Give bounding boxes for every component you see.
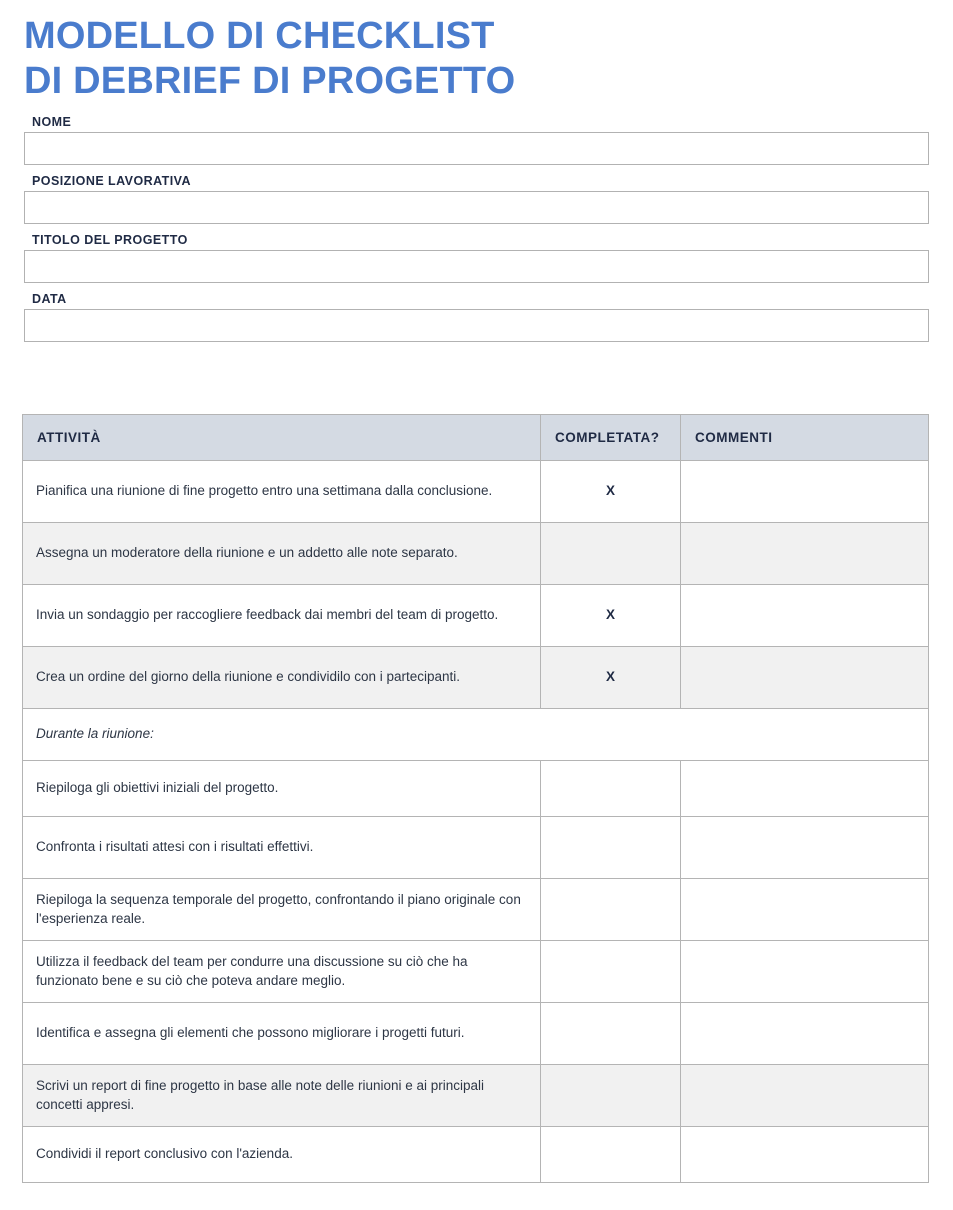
- form-field-input[interactable]: [24, 250, 929, 283]
- completed-cell[interactable]: [541, 941, 681, 1003]
- checklist-table-container: [22, 414, 928, 1183]
- task-cell: Scrivi un report di fine progetto in base alle note delle riunioni e ai principali concetti appresi.: [23, 1065, 541, 1127]
- form-fields: [24, 115, 929, 351]
- completed-cell[interactable]: [541, 1127, 681, 1183]
- checklist-table: [22, 414, 929, 1183]
- table-header-row: [23, 415, 929, 461]
- comment-cell[interactable]: [681, 461, 929, 523]
- completed-cell[interactable]: [541, 879, 681, 941]
- comment-cell[interactable]: [681, 585, 929, 647]
- table-row: [23, 1065, 929, 1127]
- form-field-label: DATA: [32, 292, 67, 306]
- table-header: [23, 415, 929, 461]
- task-cell: Invia un sondaggio per raccogliere feedback dai membri del team di progetto.: [23, 585, 541, 647]
- completed-cell[interactable]: X: [541, 585, 681, 647]
- task-cell: Assegna un moderatore della riunione e un addetto alle note separato.: [23, 523, 541, 585]
- task-cell: Condividi il report conclusivo con l'azienda.: [23, 1127, 541, 1183]
- page-title-line-2: DI DEBRIEF DI PROGETTO: [24, 59, 516, 102]
- comment-cell[interactable]: [681, 1065, 929, 1127]
- form-field-label: NOME: [32, 115, 72, 129]
- table-row: [23, 941, 929, 1003]
- page-title-line-1: MODELLO DI CHECKLIST: [24, 15, 495, 57]
- task-cell: Utilizza il feedback del team per condurre una discussione su ciò che ha funzionato bene e su ciò che poteva andare meglio.: [23, 941, 541, 1003]
- form-field-label: POSIZIONE LAVORATIVA: [32, 174, 192, 188]
- form-field-input[interactable]: [24, 309, 929, 342]
- comment-cell[interactable]: [681, 879, 929, 941]
- column-header-completed: COMPLETATA?: [541, 415, 681, 461]
- table-row: [23, 585, 929, 647]
- task-cell: Riepiloga gli obiettivi iniziali del progetto.: [23, 761, 541, 817]
- completed-cell[interactable]: X: [541, 647, 681, 709]
- form-field-label: TITOLO DEL PROGETTO: [32, 233, 188, 247]
- comment-cell[interactable]: [681, 941, 929, 1003]
- completed-cell[interactable]: X: [541, 461, 681, 523]
- task-cell: Crea un ordine del giorno della riunione e condividilo con i partecipanti.: [23, 647, 541, 709]
- table-row: [23, 761, 929, 817]
- table-row: [23, 709, 929, 761]
- completed-cell[interactable]: [541, 1065, 681, 1127]
- form-field-input[interactable]: [24, 132, 929, 165]
- form-field: [24, 233, 929, 283]
- completed-cell[interactable]: [541, 1003, 681, 1065]
- column-header-task: ATTIVITÀ: [23, 415, 541, 461]
- table-row: [23, 817, 929, 879]
- table-row: [23, 1003, 929, 1065]
- page-title: [24, 14, 724, 104]
- table-row: [23, 461, 929, 523]
- table-row: [23, 879, 929, 941]
- form-field: [24, 174, 929, 224]
- comment-cell[interactable]: [681, 523, 929, 585]
- task-cell: Pianifica una riunione di fine progetto entro una settimana dalla conclusione.: [23, 461, 541, 523]
- comment-cell[interactable]: [681, 1003, 929, 1065]
- form-field: [24, 292, 929, 342]
- table-body: [23, 461, 929, 1183]
- table-row: [23, 523, 929, 585]
- completed-cell[interactable]: [541, 817, 681, 879]
- comment-cell[interactable]: [681, 1127, 929, 1183]
- task-cell: Identifica e assegna gli elementi che possono migliorare i progetti futuri.: [23, 1003, 541, 1065]
- task-cell: Confronta i risultati attesi con i risultati effettivi.: [23, 817, 541, 879]
- task-cell: Riepiloga la sequenza temporale del progetto, confrontando il piano originale con l'esperienza reale.: [23, 879, 541, 941]
- column-header-comments: COMMENTI: [681, 415, 929, 461]
- completed-cell[interactable]: [541, 523, 681, 585]
- comment-cell[interactable]: [681, 817, 929, 879]
- section-label: Durante la riunione:: [23, 709, 929, 761]
- comment-cell[interactable]: [681, 761, 929, 817]
- completed-cell[interactable]: [541, 761, 681, 817]
- comment-cell[interactable]: [681, 647, 929, 709]
- table-row: [23, 647, 929, 709]
- form-field-input[interactable]: [24, 191, 929, 224]
- form-field: [24, 115, 929, 165]
- table-row: [23, 1127, 929, 1183]
